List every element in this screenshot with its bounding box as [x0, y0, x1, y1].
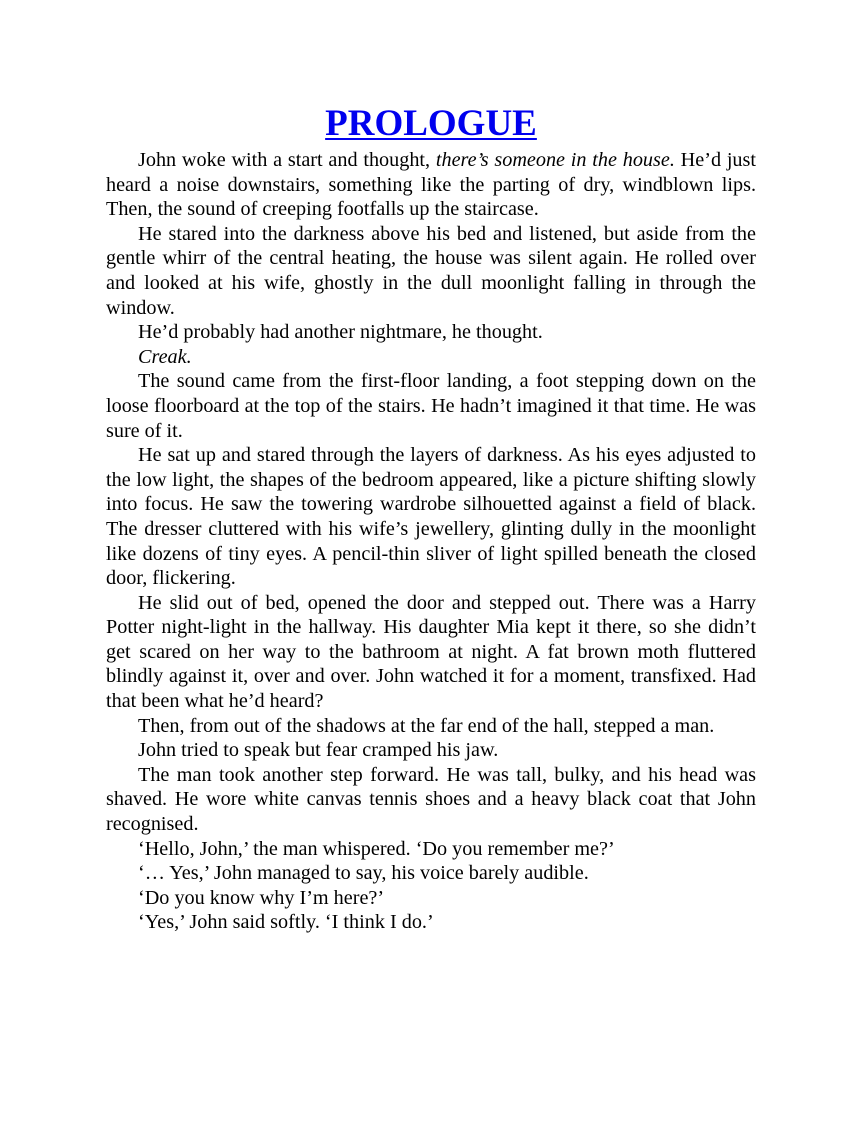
paragraph-5: The sound came from the first-floor landing, a foot stepping down on the loose floorboard at the top of the stairs. He hadn’t imagined it that time. He was sure of it. [106, 370, 756, 442]
paragraph-3: He’d probably had another nightmare, he thought. [138, 321, 543, 344]
paragraph-7: He slid out of bed, opened the door and stepped out. There was a Harry Potter night-light in the hallway. His daughter Mia kept it there, so she didn’t get scared on her way to the bathroom at night. A fat brown moth fluttered blindly against it, over and over. John watched it for a moment, transfixed. Had that been what he’d heard? [106, 591, 756, 713]
paragraph-4-italic-sound: Creak. [138, 345, 192, 368]
paragraph-9: John tried to speak but fear cramped his jaw. [138, 739, 499, 762]
paragraph-11: ‘Hello, John,’ the man whispered. ‘Do you remember me?’ [138, 837, 615, 860]
paragraph-6: He sat up and stared through the layers of darkness. As his eyes adjusted to the low light, the shapes of the bedroom appeared, like a picture shifting slowly into focus. He saw the towering wardrobe silhouetted against a field of black. The dresser cluttered with his wife’s jewellery, glinting dully in the moonlight like dozens of tiny eyes. A pencil-thin sliver of light spilled beneath the closed door, flickering. [106, 444, 756, 590]
paragraph-1-text-start: John woke with a start and thought, [138, 149, 436, 171]
paragraph-13: ‘Do you know why I’m here?’ [138, 886, 385, 909]
paragraph-1-text-end: He’d just heard a noise downstairs, something like the parting of dry, windblown lips. Then, the sound of creeping footfalls up the staircase. [106, 149, 756, 221]
chapter-title: PROLOGUE [325, 103, 537, 144]
paragraph-2: He stared into the darkness above his bed and listened, but aside from the gentle whirr of the central heating, the house was silent again. He rolled over and looked at his wife, ghostly in the dull moonlight falling in through the window. [106, 222, 756, 319]
paragraph-1-italic-thought: there’s someone in the house. [435, 149, 675, 171]
paragraph-1 [106, 148, 756, 222]
paragraph-4 [106, 345, 756, 370]
paragraph-14: ‘Yes,’ John said softly. ‘I think I do.’ [138, 911, 434, 934]
paragraph-12: ‘… Yes,’ John managed to say, his voice barely audible. [138, 862, 589, 885]
paragraph-8: Then, from out of the shadows at the far end of the hall, stepped a man. [138, 714, 715, 737]
paragraph-10: The man took another step forward. He was tall, bulky, and his head was shaved. He wore white canvas tennis shoes and a heavy black coat that John recognised. [106, 763, 756, 836]
document-page [106, 100, 756, 935]
